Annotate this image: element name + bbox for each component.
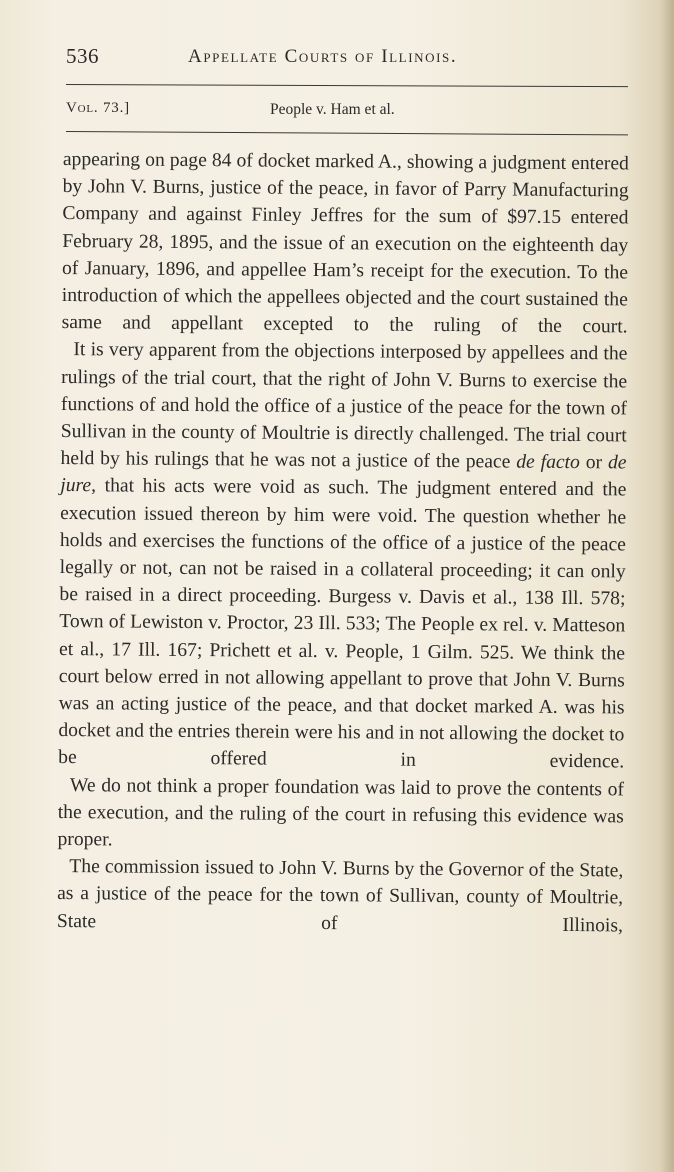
paragraph-2-text-a: It is very apparent from the objections interposed by appellees and the rulings of the trial court, that the right of John V. Burns to exercise the functions of and hold the office of a justice of the peace for the town of Sullivan in the county of Moultrie is directly challenged. The trial court held by his rulings that he was not a justice of the peace: [60, 339, 628, 473]
paragraph-2-or: or: [579, 452, 609, 474]
term-de-facto: de facto: [516, 451, 580, 474]
case-name: People v. Ham et al.: [270, 101, 395, 118]
paragraph-1: appearing on page 84 of docket marked A., showing a judgment entered by John V. Burns, justice of the peace, in favor of Parry Manufacturing Company and against Finley Jeffres for the sum of $97.15 entered February 28, 1895, and the issue of an execution on the eighteenth day of January, 1896, and appellee Ham’s receipt for the execution. To the introduction of which the appellees objected and the court sustained the same and appellant excepted to the ruling of the court.: [61, 148, 629, 338]
volume-label: Vol. 73.]: [66, 100, 130, 116]
paragraph-2: [58, 336, 627, 776]
paragraph-4: The commission issued to John V. Burns by the Governor of the State, as a justice of the peace for the town of Sullivan, county of Moultrie, State of Illinois,: [56, 856, 624, 937]
paragraph-2-text-b: , that his acts were void as such. The judgment entered and the execution issued thereon by him were void. The question whether he holds and exercises the functions of the office of a justice of the peace legally or not, can not be raised in a collateral proceeding; it can only be raised in a direct proceeding. Burgess v. Davis et al., 138 Ill. 578; Town of Lewiston v. Proctor, 23 Ill. 533; The People ex rel. v. Matteson et al., 17 Ill. 167; Prichett et al. v. People, 1 Gilm. 525. We think the court below erred in not allowing appellant to prove that John V. Burns was an acting justice of the peace, and that docket marked A. was his docket and the entries therein were his and in not allowing the docket to be offered in evidence.: [58, 475, 627, 773]
running-head: [66, 44, 536, 74]
paragraph-3: We do not think a proper foundation was laid to prove the contents of the execution, and the ruling of the court in refusing this evidence was proper.: [57, 774, 625, 851]
header-rule-bottom: [66, 131, 628, 135]
case-line: [66, 100, 628, 122]
page-number: 536: [66, 44, 99, 68]
body-text: [57, 146, 629, 939]
page-edge-shadow: [660, 0, 674, 1172]
term-de-jure: de jure: [60, 452, 627, 497]
running-title: Appellate Courts of Illinois.: [188, 46, 458, 67]
header-rule-top: [66, 84, 628, 87]
